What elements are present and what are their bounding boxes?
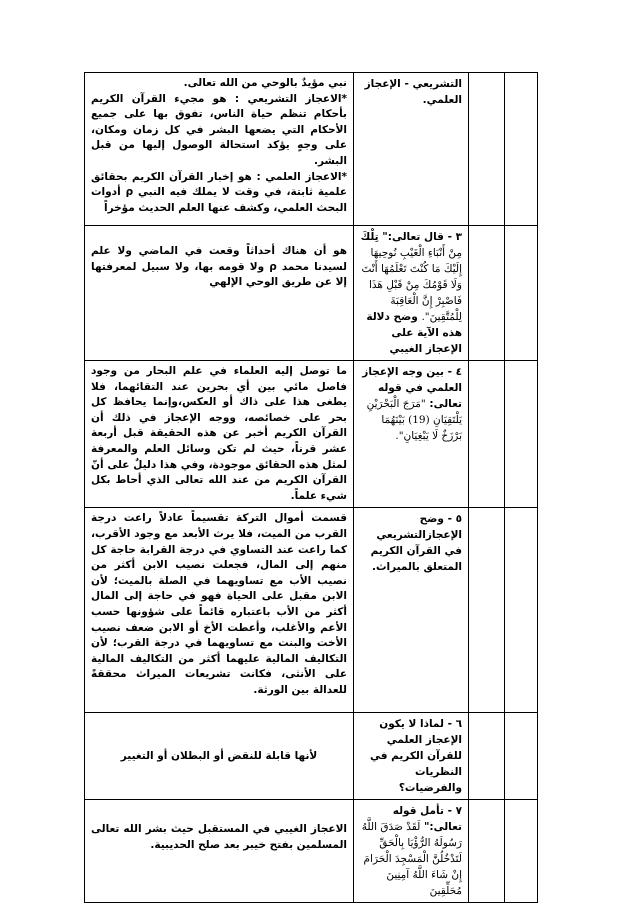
quran-verse: لَقَدْ صَدَقَ اللَّهُ رَسُولَهُ الرُّؤْيَا بِالْحَقِّ لَتَدْخُلُنَّ الْمَسْجِدَ الْحَرَامَ إِنْ شَاءَ اللَّهُ آمِنِينَ مُحَلِّقِينَ — [361, 821, 462, 898]
question-text: التشريعي - الإعجاز العلمي. — [364, 78, 462, 106]
mark-cell — [469, 226, 505, 361]
quran-verse: مِنْ أَنْبَاءِ الْغَيْبِ نُوحِيهَا إِلَيْكَ مَا كُنْتَ تَعْلَمُهَا أَنْتَ وَلَا قَوْمُكَ مِنْ قَبْلِ هَذَا فَاصْبِرْ إِنَّ الْعَاقِبَةَ لِلْمُتَّقِينَ". — [361, 247, 462, 323]
answer-cell — [85, 73, 354, 226]
questions-table — [84, 72, 538, 903]
number-cell — [505, 800, 538, 903]
question-text: لماذا لا يكون الإعجاز العلمي للقرآن الكريم في النظريات والفرضيات؟ — [369, 718, 462, 795]
number-cell — [505, 226, 538, 361]
answer-text: ما توصل إليه العلماء في علم البحار من وجود فاصل مائي بين أي بحرين عند التقائهما، فلا يطغى هذا على ذاك أو العكس،وإنما يحافظ كل بحر على خصائصه، ووجه الإعجاز في ذلك أن القرآن الكريم أخبر عن هذه الحقيقة قبل أربعة عشر قرناً، حيث لم تكن وسائل العلم والمعرفة لمثل هذه الحقائق موجودة، وفي هذا دليلٌ على أنّ القرآن الكريم من عند الله تعالى الذي أحاط بكل شيء علماً. — [91, 365, 347, 502]
answer-text: الاعجاز الغيبي في المستقبل حيث بشر الله تعالى المسلمين بفتح خيبر بعد صلح الحديبية. — [91, 823, 347, 851]
question-cell — [354, 226, 469, 361]
question-cell — [354, 800, 469, 903]
mark-cell — [469, 713, 505, 800]
question-intro: قال تعالى:" تِلْكَ — [360, 231, 444, 243]
table-row — [85, 361, 538, 508]
question-text: وضح الإعجازالتشريعي في القرآن الكريم المتعلق بالميراث. — [370, 513, 462, 574]
answer-text: قسمت أموال التركة تقسيماً عادلاً راعت درجة القرب من الميت، فلا يرث الأبعد مع وجود الأقرب، كما راعت عند التساوي في درجة القرابة حاجة كل منهم إلى المال، فجعلت نصيب الابن أكثر من نصيب الأب مع تساويهما في الصلة بالميت؛ لأن الابن مقبل على الحياة فهو في حاجة إلى المال أكثر من الأب باعتباره قائماً على شؤونها حسب الأعم والأغلب، وأعطت الأخ أو الابن ضعف نصيب الأخت والبنت مع تساويهما في درجة القرب؛ لأن التكاليف المالية عليهما أكثر من التكاليف المالية على الأنثى، فكانت تشريعات الميراث محققةً للعدالة بين الورثة. — [91, 512, 347, 696]
answer-paragraph: *الاعجاز التشريعي : هو مجيء القرآن الكريم بأحكام تنظم حياة الناس، تفوق بها على جميع الأحكام التي يضعها البشر في كل زمان ومكان، على وجهٍ يؤكد استحالة الوصول إليها من قبل البشر. — [91, 92, 347, 167]
table-row — [85, 800, 538, 903]
mark-cell — [469, 800, 505, 903]
number-cell — [505, 508, 538, 713]
answer-paragraph: *الاعجاز العلمي : هو إخبار القرآن الكريم بحقائق علمية ثابتة، في وقت لا يملك فيه النبي ρ أدوات البحث العلمي، وكشف عنها العلم الحديث مؤخراً — [91, 170, 347, 214]
mark-cell — [469, 361, 505, 508]
question-number: ٤ - — [447, 366, 462, 378]
question-number: ٧ - — [447, 805, 462, 818]
answer-paragraph: نبي مؤيدٌ بالوحي من الله تعالى. — [183, 77, 347, 89]
question-number: ٥ - — [447, 513, 462, 526]
question-tail: وضح دلالة هذه الآية على الإعجاز الغيبي — [366, 311, 462, 355]
question-cell — [354, 73, 469, 226]
question-intro: تأمل قوله تعالى:" — [392, 805, 462, 834]
answer-cell — [85, 226, 354, 361]
mark-cell — [469, 73, 505, 226]
number-cell — [505, 361, 538, 508]
number-cell — [505, 73, 538, 226]
question-cell — [354, 713, 469, 800]
quran-verse: "مَرَجَ الْبَحْرَيْنِ يَلْتَقِيَانِ (19) بَيْنَهُمَا بَرْزَخٌ لَا يَبْغِيَانِ". — [366, 398, 462, 442]
question-cell — [354, 361, 469, 508]
table-row — [85, 713, 538, 800]
answer-text: هو أن هناك أحداثاً وقعت في الماضي ولا علم لسيدنا محمد ρ ولا قومه بها، ولا سبيل لمعرفتها إلا عن طريق الوحي الإلهي — [91, 245, 347, 289]
mark-cell — [469, 508, 505, 713]
answer-cell — [85, 508, 354, 713]
answer-cell — [85, 800, 354, 903]
number-cell — [505, 713, 538, 800]
question-intro: بين وجه الإعجاز العلمي في قوله تعالى: — [362, 366, 462, 410]
question-cell — [354, 508, 469, 713]
table-row — [85, 73, 538, 226]
answer-cell — [85, 713, 354, 800]
question-number: ٦ - — [447, 718, 462, 731]
answer-cell — [85, 361, 354, 508]
table-row — [85, 508, 538, 713]
answer-text: لأنها قابلة للنقض أو البطلان أو التغيير — [120, 749, 318, 762]
question-number: ٣ - — [447, 231, 462, 243]
table-row — [85, 226, 538, 361]
